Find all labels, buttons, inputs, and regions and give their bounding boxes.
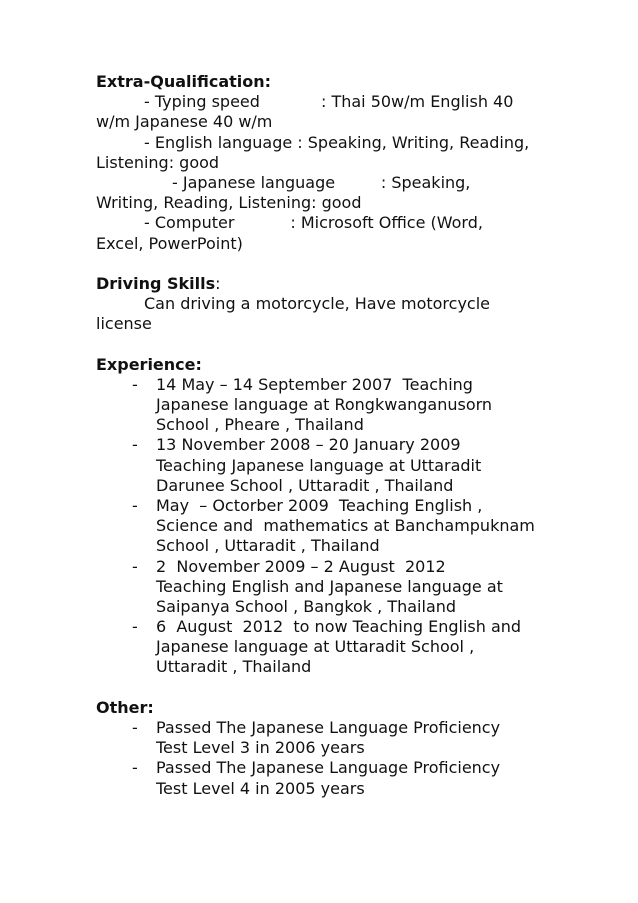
computer-continued: Excel, PowerPoint) [96, 233, 243, 253]
driving-skills-heading: Driving Skills [96, 273, 216, 293]
experience-item [96, 496, 566, 557]
experience-item-line: Uttaradit , Thailand [156, 657, 312, 677]
experience-item-line: School , Uttaradit , Thailand [156, 536, 380, 556]
driving-skills-continued: license [96, 314, 152, 334]
experience-item [96, 617, 566, 678]
english-language-continued: Listening: good [96, 152, 220, 172]
section-spacer [96, 254, 566, 274]
experience-list [96, 375, 566, 678]
other-item [96, 758, 566, 798]
section-spacer [96, 334, 566, 354]
experience-item-line: Teaching English and Japanese language at [156, 576, 503, 596]
experience-item-line: 14 May – 14 September 2007 Teaching [156, 374, 473, 394]
bullet-dash: - [132, 435, 138, 455]
experience-item-line: Saipanya School , Bangkok , Thailand [156, 596, 457, 616]
bullet-dash: - [132, 758, 138, 778]
bullet-dash: - [132, 718, 138, 737]
experience-item-line: Japanese language at Uttaradit School , [156, 637, 475, 657]
experience-item-line: Darunee School , Uttaradit , Thailand [156, 475, 454, 495]
japanese-language-line: - Japanese language : Speaking, [172, 172, 471, 192]
experience-item-line: 6 August 2012 to now Teaching English and [156, 617, 522, 637]
typing-speed-continued: w/m Japanese 40 w/m [96, 112, 273, 132]
computer-line: - Computer : Microsoft Office (Word, [144, 213, 483, 233]
other-item [96, 718, 566, 758]
driving-skills-heading-line [96, 274, 566, 294]
other-list [96, 718, 566, 799]
other-item-line: Test Level 3 in 2006 years [156, 738, 365, 758]
bullet-dash: - [132, 617, 138, 637]
bullet-dash: - [132, 374, 138, 394]
english-language-line: - English language : Speaking, Writing, Reading, [144, 132, 530, 152]
bullet-dash: - [132, 556, 138, 576]
driving-skills-colon: : [215, 273, 221, 293]
experience-item [96, 375, 566, 436]
bullet-dash: - [132, 495, 138, 515]
section-spacer [96, 678, 566, 698]
experience-heading: Experience: [96, 354, 202, 374]
experience-item [96, 557, 566, 618]
experience-item-line: Science and mathematics at Banchampuknam [156, 516, 535, 536]
resume-column [96, 72, 566, 799]
experience-item-line: Japanese language at Rongkwanganusorn [156, 395, 493, 414]
typing-speed-line: - Typing speed : Thai 50w/m English 40 [144, 92, 514, 112]
experience-item-line: School , Pheare , Thailand [156, 415, 364, 435]
other-item-line: Test Level 4 in 2005 years [156, 778, 365, 798]
experience-item-line: Teaching Japanese language at Uttaradit [156, 455, 482, 475]
experience-item [96, 435, 566, 496]
other-item-line: Passed The Japanese Language Proficiency [156, 718, 501, 737]
driving-skills-line: Can driving a motorcycle, Have motorcycle [144, 294, 491, 314]
experience-item-line: 2 November 2009 – 2 August 2012 [156, 556, 446, 576]
experience-item-line: May – Octorber 2009 Teaching English , [156, 495, 483, 515]
japanese-language-continued: Writing, Reading, Listening: good [96, 193, 362, 213]
experience-item-line: 13 November 2008 – 20 January 2009 [156, 435, 461, 455]
other-heading: Other: [96, 697, 154, 717]
extra-qualification-heading: Extra-Qualification: [96, 72, 272, 91]
other-item-line: Passed The Japanese Language Proficiency [156, 758, 501, 778]
